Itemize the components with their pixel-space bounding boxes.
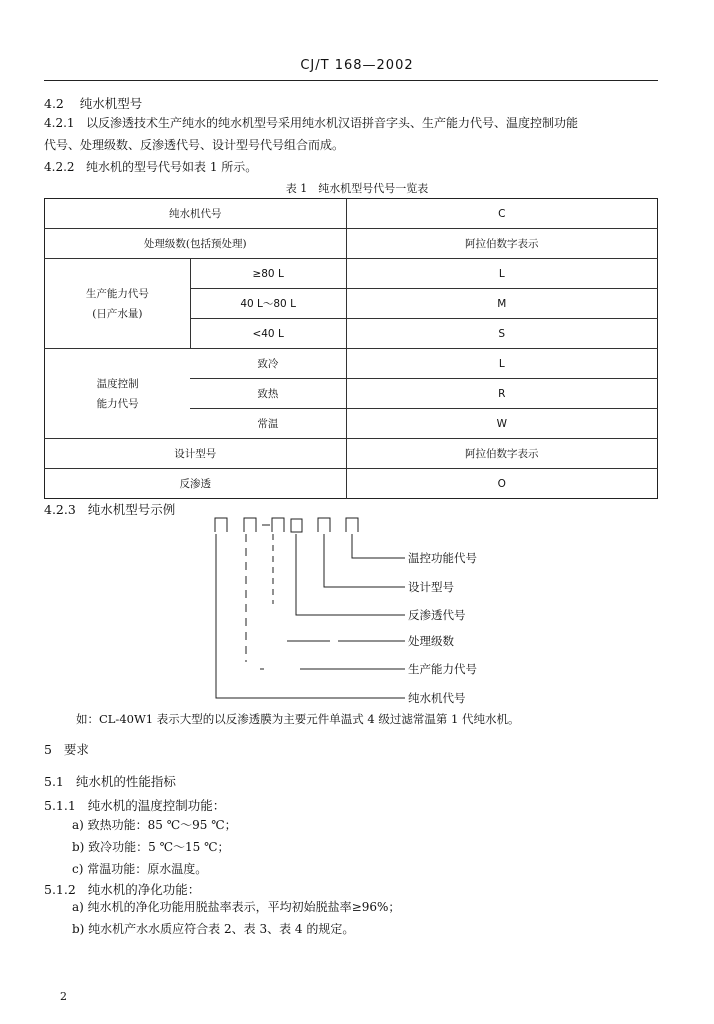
temp-label: 温度控制 (96, 377, 139, 390)
section-title: 纯水机的性能指标 (75, 774, 176, 789)
model-code-table (44, 198, 658, 499)
leader-ro (296, 534, 405, 615)
para-4-2-1-line2: 代号、处理级数、反渗透代号、设计型号代号组合而成。 (44, 138, 345, 152)
section-4-2-3 (44, 500, 175, 518)
table-cell: 反渗透 (45, 469, 347, 499)
diagram-label-ro: 反渗透代号 (408, 608, 466, 622)
code-box-ro (318, 518, 330, 532)
para-4-2-1-line1 (44, 112, 578, 134)
table-row (45, 199, 658, 229)
table-cell: M (346, 289, 657, 319)
list-item: c) 常温功能：原水温度。 (72, 862, 208, 876)
table-cell: R (346, 379, 657, 409)
list-item: a) 纯水机的净化功能用脱盐率表示，平均初始脱盐率≥96%； (72, 900, 401, 914)
list-item: b) 纯水机产水水质应符合表 2、表 3、表 4 的规定。 (72, 922, 355, 936)
section-5-1 (44, 772, 176, 790)
model-code-diagram (200, 512, 530, 704)
table-cell: O (497, 477, 506, 490)
code-box-pure (215, 518, 227, 532)
diagram-label-pure: 纯水机代号 (408, 691, 466, 704)
table-cell: 设计型号 (45, 439, 347, 469)
table-row (45, 259, 658, 289)
leader-temp (352, 534, 405, 558)
leader-design (324, 534, 405, 587)
table-cell: C (346, 199, 657, 229)
temp-sublabel: 能力代号 (96, 397, 139, 410)
header-rule (44, 80, 658, 81)
leader-pure (216, 534, 405, 698)
section-number: 5.1.2 (44, 882, 76, 897)
table-row (45, 439, 658, 469)
section-4-2 (44, 94, 142, 112)
diagram-label-stage: 处理级数 (408, 634, 454, 648)
table-cell: L (346, 349, 657, 379)
table-cell: 处理级数(包括预处理) (45, 229, 347, 259)
section-title: 要求 (63, 742, 89, 757)
section-number: 4.2 (44, 96, 64, 111)
table-cell (45, 259, 191, 349)
table-row (45, 229, 658, 259)
table-cell: 致冷 (190, 349, 346, 379)
section-5-1-1 (44, 796, 225, 814)
list-item: a) 致热功能：85 ℃～95 ℃； (72, 818, 237, 832)
table-cell (45, 349, 191, 439)
table-cell: 致热 (190, 379, 346, 409)
code-box-capacity (244, 518, 256, 532)
section-title: 纯水机的温度控制功能： (87, 798, 226, 813)
list-item: b) 致冷功能：5 ℃～15 ℃； (72, 840, 230, 854)
code-box-stage (291, 519, 302, 532)
standard-code-header: CJ/T 168—2002 (300, 58, 414, 73)
table-cell: 阿拉伯数字表示 (346, 439, 657, 469)
code-box-temp (272, 518, 284, 532)
table-row (45, 469, 658, 499)
table-caption: 表 1 纯水机型号代号一览表 (285, 182, 429, 195)
table-cell: S (346, 319, 657, 349)
para-4-2-2 (44, 156, 257, 178)
diagram-label-design: 设计型号 (408, 580, 454, 594)
para-number: 4.2.1 (44, 116, 75, 130)
page-number: 2 (60, 990, 67, 1003)
diagram-label-capacity: 生产能力代号 (408, 662, 477, 676)
para-text: 以反渗透技术生产纯水的纯水机型号采用纯水机汉语拼音字头、生产能力代号、温度控制功能 (86, 116, 579, 130)
capacity-sublabel: (日产水量) (92, 307, 143, 320)
section-number: 4.2.3 (44, 502, 76, 517)
section-number: 5.1.1 (44, 798, 76, 813)
code-box-design (346, 518, 358, 532)
section-title: 纯水机的净化功能： (87, 882, 201, 897)
table-cell: W (346, 409, 657, 439)
table-cell: 常温 (190, 409, 346, 439)
section-title: 纯水机型号 (79, 96, 143, 111)
table-cell: 阿拉伯数字表示 (346, 229, 657, 259)
para-number: 4.2.2 (44, 160, 75, 174)
section-number: 5 (44, 742, 52, 757)
para-text: 纯水机的型号代号如表 1 所示。 (86, 160, 258, 174)
model-example: 如：CL-40W1 表示大型的以反渗透膜为主要元件单温式 4 级过滤常温第 1 代纯水机。 (76, 712, 520, 726)
table-cell: L (346, 259, 657, 289)
table-row (45, 349, 658, 379)
section-title: 纯水机型号示例 (87, 502, 176, 517)
table-cell: <40 L (190, 319, 346, 349)
capacity-label: 生产能力代号 (85, 287, 149, 300)
table-cell: ≥80 L (190, 259, 346, 289)
section-5 (44, 740, 89, 758)
section-number: 5.1 (44, 774, 64, 789)
table-cell: 纯水机代号 (45, 199, 347, 229)
diagram-label-temp: 温控功能代号 (408, 551, 477, 565)
table-cell: 40 L～80 L (190, 289, 346, 319)
